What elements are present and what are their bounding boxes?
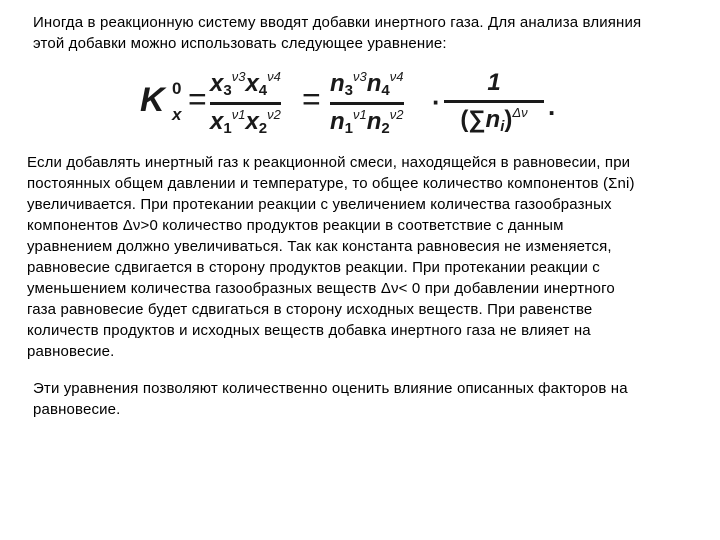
- formula-multiply-dot: ·: [432, 87, 441, 117]
- fraction-denominator: $(\sum n_i)^{\Delta\nu}$: [460, 105, 528, 135]
- fraction-denominator: $n_1^{\nu 1}n_2^{\nu 2}$: [330, 107, 404, 137]
- fraction-numerator: $x_3^{\nu 3}x_4^{\nu 4}$: [210, 69, 281, 99]
- fraction-numerator: 1: [487, 69, 501, 96]
- formula-fraction-total-moles: [444, 69, 544, 135]
- fraction-numerator: $n_3^{\nu 3}n_4^{\nu 4}$: [330, 69, 404, 99]
- formula-fraction-mole-fractions: [210, 69, 281, 137]
- fraction-bar: [444, 100, 544, 103]
- conclusion-paragraph: Эти уравнения позволяют количественно оценить влияние описанных факторов на равновесие.: [33, 380, 628, 418]
- fraction-denominator: $x_1^{\nu 1}x_2^{\nu 2}$: [210, 107, 281, 137]
- formula-lhs-sub: x: [172, 105, 182, 124]
- formula-lhs: [140, 79, 182, 124]
- intro-paragraph: Иногда в реакционную систему вводят добавки инертного газа. Для анализа влияния этой добавки можно использовать следующее уравнение:: [33, 14, 642, 52]
- formula-period: .: [548, 91, 556, 121]
- formula-equals-2: =: [302, 81, 321, 117]
- inert-gas-paragraph: Если добавлять инертный газ к реакционной смеси, находящейся в равновесии, при постоянных общем давлении и температуре, то общее количество компонентов (Σni) увеличивается. При протекании реакции с увеличением количества газообразных компонентов Δν>0 количество продуктов реакции в соответствие с данным уравнением должно увеличиваться. Так как константа равновесия не изменяется, равновесие сдвигается в сторону продуктов реакции. При протекании реакции с уменьшением количества газообразных веществ Δν< 0 при добавлении инертного газа равновесие будет сдвигаться в сторону исходных веществ. При равенстве количеств продуктов и исходных веществ добавка инертного газа не влияет на равновесие.: [27, 154, 635, 360]
- formula-equals-1: =: [188, 81, 207, 117]
- formula-lhs-main: K: [140, 81, 165, 119]
- equilibrium-formula: [140, 63, 560, 147]
- formula-lhs-sup: 0: [172, 79, 182, 98]
- fraction-bar: [330, 102, 404, 105]
- fraction-bar: [210, 102, 281, 105]
- formula-fraction-moles: [330, 69, 404, 137]
